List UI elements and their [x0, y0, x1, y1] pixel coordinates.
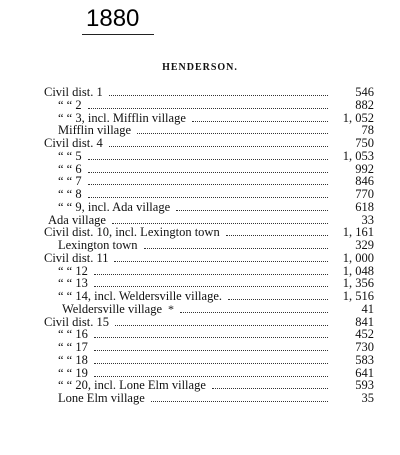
leader-dots — [88, 197, 328, 198]
table-row — [0, 99, 400, 112]
leader-dots — [94, 376, 328, 377]
leader-dots — [192, 121, 328, 122]
table-row — [0, 137, 400, 150]
row-label: “ “ 20, incl. Lone Elm village — [58, 378, 206, 393]
leader-dots — [88, 184, 328, 185]
leader-dots — [94, 350, 328, 351]
population-value: 1, 052 — [342, 110, 374, 125]
table-row — [0, 290, 400, 303]
leader-dots — [137, 133, 328, 134]
population-value: 641 — [355, 365, 374, 380]
leader-dots — [88, 108, 328, 109]
table-row — [0, 354, 400, 367]
leader-dots — [114, 261, 328, 262]
county-heading: HENDERSON. — [162, 62, 238, 73]
row-label: Ada village — [48, 212, 106, 227]
population-value: 618 — [355, 199, 374, 214]
leader-dots — [226, 235, 328, 236]
page-year-heading: 1880 — [86, 5, 140, 32]
population-value: 846 — [355, 174, 374, 189]
population-table — [0, 86, 400, 405]
leader-dots — [88, 172, 328, 173]
row-label: “ “ 16 — [58, 327, 88, 342]
row-label: “ “ 14, incl. Weldersville village. — [58, 289, 222, 303]
leader-dots — [144, 248, 328, 249]
row-label: “ “ 9, incl. Ada village — [58, 199, 171, 214]
leader-dots — [228, 299, 328, 300]
row-label: “ “ 2 — [58, 97, 82, 112]
year-underline — [82, 34, 154, 35]
population-value: 1, 048 — [342, 263, 374, 278]
population-value: 1, 053 — [342, 148, 374, 163]
table-row — [0, 239, 400, 252]
leader-dots — [94, 363, 328, 364]
row-label: Lexington town — [58, 238, 138, 252]
row-label: Weldersville village — [62, 301, 162, 316]
leader-dots — [94, 286, 328, 287]
leader-dots — [151, 401, 328, 402]
population-value: 750 — [355, 136, 374, 150]
leader-dots — [88, 159, 328, 160]
population-value: 882 — [355, 97, 374, 112]
table-row — [0, 188, 400, 201]
row-label: “ “ 12 — [58, 263, 88, 278]
population-value: 841 — [355, 314, 374, 329]
row-label: Civil dist. 10, incl. Lexington town — [44, 225, 220, 240]
row-label: Civil dist. 1 — [44, 85, 103, 99]
row-label: “ “ 13 — [58, 276, 88, 291]
row-label: “ “ 3, incl. Mifflin village — [58, 110, 186, 125]
row-label: “ “ 17 — [58, 340, 88, 354]
population-value: 1, 000 — [342, 250, 374, 265]
table-row — [0, 201, 400, 214]
population-value: 78 — [361, 123, 374, 138]
population-value: 992 — [355, 161, 374, 176]
leader-dots — [112, 223, 328, 224]
population-value: 1, 356 — [342, 276, 374, 291]
population-value: 593 — [355, 378, 374, 393]
row-label: “ “ 6 — [58, 161, 82, 176]
leader-dots — [115, 325, 328, 326]
population-value: 329 — [355, 238, 374, 252]
population-value: 770 — [355, 187, 374, 201]
leader-dots — [109, 95, 328, 96]
row-label: “ “ 18 — [58, 352, 88, 367]
population-value: 33 — [361, 212, 374, 227]
table-row — [0, 341, 400, 354]
leader-dots — [212, 388, 328, 389]
population-value: 1, 161 — [342, 225, 374, 240]
row-label: “ “ 7 — [58, 174, 82, 189]
leader-dots — [180, 312, 328, 313]
row-label: Lone Elm village — [58, 391, 145, 405]
leader-dots — [94, 274, 328, 275]
population-value: 452 — [355, 327, 374, 342]
row-label: “ “ 8 — [58, 187, 82, 201]
table-row — [0, 303, 400, 316]
leader-dots — [94, 337, 328, 338]
row-label: “ “ 5 — [58, 148, 82, 163]
population-value: 35 — [361, 391, 374, 405]
table-row — [0, 150, 400, 163]
population-value: 546 — [355, 85, 374, 99]
leader-dots — [176, 210, 328, 211]
row-label: Civil dist. 15 — [44, 314, 109, 329]
leader-dots — [109, 146, 328, 147]
table-row — [0, 86, 400, 99]
row-label: Civil dist. 11 — [44, 250, 109, 265]
population-value: 730 — [355, 340, 374, 354]
row-label: “ “ 19 — [58, 365, 88, 380]
population-value: 583 — [355, 352, 374, 367]
row-label: Civil dist. 4 — [44, 136, 103, 150]
population-value: 1, 516 — [342, 289, 374, 303]
table-row — [0, 252, 400, 265]
population-value: 41 — [361, 301, 374, 316]
row-label: Mifflin village — [58, 123, 132, 138]
footnote-mark: * — [168, 301, 174, 316]
table-row — [0, 392, 400, 405]
